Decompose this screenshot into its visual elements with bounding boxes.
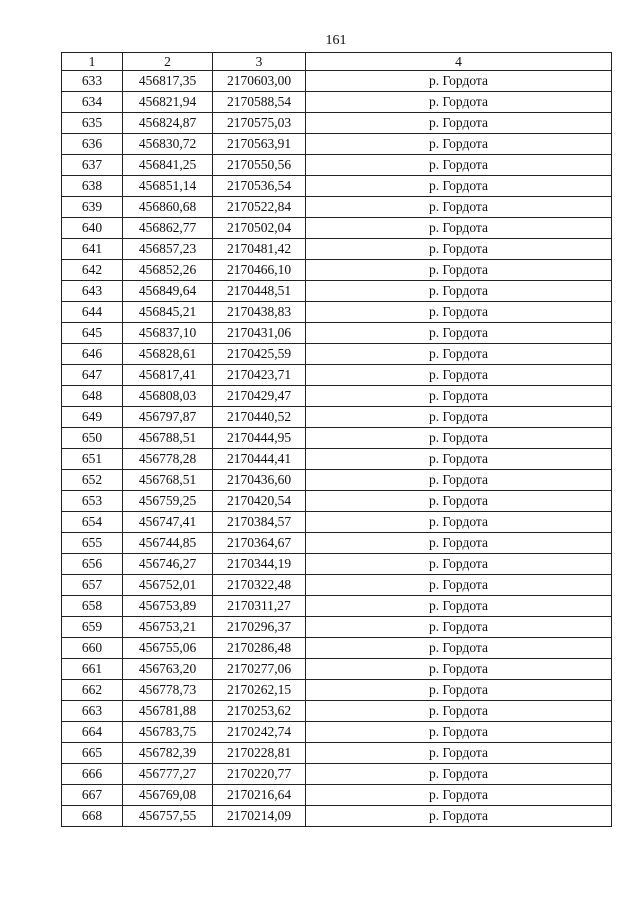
description-cell: р. Гордота: [306, 659, 612, 680]
point-number-cell: 633: [62, 71, 123, 92]
description-cell: р. Гордота: [306, 638, 612, 659]
table-row: [62, 260, 612, 281]
x-coordinate-cell: 456851,14: [123, 176, 213, 197]
table-row: [62, 134, 612, 155]
table-row: [62, 428, 612, 449]
description-cell: р. Гордота: [306, 596, 612, 617]
description-cell: р. Гордота: [306, 134, 612, 155]
table-row: [62, 113, 612, 134]
table-row: [62, 680, 612, 701]
y-coordinate-cell: 2170444,95: [213, 428, 306, 449]
point-number-cell: 636: [62, 134, 123, 155]
table-row: [62, 659, 612, 680]
point-number-cell: 650: [62, 428, 123, 449]
x-coordinate-cell: 456778,73: [123, 680, 213, 701]
x-coordinate-cell: 456763,20: [123, 659, 213, 680]
table-row: [62, 302, 612, 323]
header-cell-1: 1: [62, 53, 123, 71]
description-cell: р. Гордота: [306, 449, 612, 470]
y-coordinate-cell: 2170575,03: [213, 113, 306, 134]
table-row: [62, 323, 612, 344]
point-number-cell: 642: [62, 260, 123, 281]
point-number-cell: 658: [62, 596, 123, 617]
table-header-row: [62, 53, 612, 71]
table-row: [62, 575, 612, 596]
y-coordinate-cell: 2170242,74: [213, 722, 306, 743]
y-coordinate-cell: 2170216,64: [213, 785, 306, 806]
point-number-cell: 641: [62, 239, 123, 260]
table-row: [62, 638, 612, 659]
x-coordinate-cell: 456753,21: [123, 617, 213, 638]
description-cell: р. Гордота: [306, 239, 612, 260]
point-number-cell: 652: [62, 470, 123, 491]
y-coordinate-cell: 2170214,09: [213, 806, 306, 827]
y-coordinate-cell: 2170522,84: [213, 197, 306, 218]
table-row: [62, 218, 612, 239]
y-coordinate-cell: 2170296,37: [213, 617, 306, 638]
x-coordinate-cell: 456781,88: [123, 701, 213, 722]
table-row: [62, 617, 612, 638]
x-coordinate-cell: 456797,87: [123, 407, 213, 428]
table-row: [62, 701, 612, 722]
table-row: [62, 281, 612, 302]
description-cell: р. Гордота: [306, 617, 612, 638]
x-coordinate-cell: 456852,26: [123, 260, 213, 281]
point-number-cell: 665: [62, 743, 123, 764]
y-coordinate-cell: 2170440,52: [213, 407, 306, 428]
table-row: [62, 92, 612, 113]
y-coordinate-cell: 2170448,51: [213, 281, 306, 302]
y-coordinate-cell: 2170228,81: [213, 743, 306, 764]
y-coordinate-cell: 2170563,91: [213, 134, 306, 155]
x-coordinate-cell: 456837,10: [123, 323, 213, 344]
table-row: [62, 407, 612, 428]
y-coordinate-cell: 2170444,41: [213, 449, 306, 470]
description-cell: р. Гордота: [306, 407, 612, 428]
point-number-cell: 668: [62, 806, 123, 827]
x-coordinate-cell: 456845,21: [123, 302, 213, 323]
x-coordinate-cell: 456841,25: [123, 155, 213, 176]
description-cell: р. Гордота: [306, 113, 612, 134]
description-cell: р. Гордота: [306, 260, 612, 281]
point-number-cell: 659: [62, 617, 123, 638]
point-number-cell: 635: [62, 113, 123, 134]
description-cell: р. Гордота: [306, 554, 612, 575]
description-cell: р. Гордота: [306, 785, 612, 806]
y-coordinate-cell: 2170384,57: [213, 512, 306, 533]
table-row: [62, 344, 612, 365]
y-coordinate-cell: 2170438,83: [213, 302, 306, 323]
y-coordinate-cell: 2170262,15: [213, 680, 306, 701]
coordinates-table: [61, 52, 612, 827]
point-number-cell: 645: [62, 323, 123, 344]
description-cell: р. Гордота: [306, 722, 612, 743]
table-row: [62, 491, 612, 512]
y-coordinate-cell: 2170220,77: [213, 764, 306, 785]
table-row: [62, 722, 612, 743]
table-row: [62, 239, 612, 260]
description-cell: р. Гордота: [306, 512, 612, 533]
x-coordinate-cell: 456746,27: [123, 554, 213, 575]
table-row: [62, 512, 612, 533]
point-number-cell: 654: [62, 512, 123, 533]
x-coordinate-cell: 456755,06: [123, 638, 213, 659]
y-coordinate-cell: 2170423,71: [213, 365, 306, 386]
description-cell: р. Гордота: [306, 71, 612, 92]
table-row: [62, 365, 612, 386]
x-coordinate-cell: 456817,41: [123, 365, 213, 386]
y-coordinate-cell: 2170588,54: [213, 92, 306, 113]
point-number-cell: 664: [62, 722, 123, 743]
x-coordinate-cell: 456857,23: [123, 239, 213, 260]
point-number-cell: 646: [62, 344, 123, 365]
y-coordinate-cell: 2170344,19: [213, 554, 306, 575]
x-coordinate-cell: 456830,72: [123, 134, 213, 155]
point-number-cell: 634: [62, 92, 123, 113]
point-number-cell: 639: [62, 197, 123, 218]
y-coordinate-cell: 2170364,67: [213, 533, 306, 554]
point-number-cell: 655: [62, 533, 123, 554]
x-coordinate-cell: 456824,87: [123, 113, 213, 134]
x-coordinate-cell: 456849,64: [123, 281, 213, 302]
point-number-cell: 651: [62, 449, 123, 470]
description-cell: р. Гордота: [306, 155, 612, 176]
point-number-cell: 649: [62, 407, 123, 428]
y-coordinate-cell: 2170466,10: [213, 260, 306, 281]
point-number-cell: 638: [62, 176, 123, 197]
description-cell: р. Гордота: [306, 302, 612, 323]
y-coordinate-cell: 2170603,00: [213, 71, 306, 92]
point-number-cell: 661: [62, 659, 123, 680]
y-coordinate-cell: 2170322,48: [213, 575, 306, 596]
table-row: [62, 533, 612, 554]
description-cell: р. Гордота: [306, 218, 612, 239]
header-cell-4: 4: [306, 53, 612, 71]
x-coordinate-cell: 456753,89: [123, 596, 213, 617]
description-cell: р. Гордота: [306, 428, 612, 449]
y-coordinate-cell: 2170420,54: [213, 491, 306, 512]
y-coordinate-cell: 2170429,47: [213, 386, 306, 407]
point-number-cell: 640: [62, 218, 123, 239]
table-row: [62, 806, 612, 827]
description-cell: р. Гордота: [306, 575, 612, 596]
description-cell: р. Гордота: [306, 281, 612, 302]
x-coordinate-cell: 456777,27: [123, 764, 213, 785]
x-coordinate-cell: 456744,85: [123, 533, 213, 554]
description-cell: р. Гордота: [306, 491, 612, 512]
header-cell-2: 2: [123, 53, 213, 71]
point-number-cell: 644: [62, 302, 123, 323]
description-cell: р. Гордота: [306, 323, 612, 344]
x-coordinate-cell: 456808,03: [123, 386, 213, 407]
description-cell: р. Гордота: [306, 365, 612, 386]
table-row: [62, 764, 612, 785]
description-cell: р. Гордота: [306, 176, 612, 197]
x-coordinate-cell: 456747,41: [123, 512, 213, 533]
y-coordinate-cell: 2170253,62: [213, 701, 306, 722]
y-coordinate-cell: 2170286,48: [213, 638, 306, 659]
y-coordinate-cell: 2170436,60: [213, 470, 306, 491]
description-cell: р. Гордота: [306, 386, 612, 407]
table-row: [62, 197, 612, 218]
description-cell: р. Гордота: [306, 470, 612, 491]
x-coordinate-cell: 456752,01: [123, 575, 213, 596]
y-coordinate-cell: 2170431,06: [213, 323, 306, 344]
header-cell-3: 3: [213, 53, 306, 71]
table-row: [62, 554, 612, 575]
description-cell: р. Гордота: [306, 92, 612, 113]
table-row: [62, 449, 612, 470]
x-coordinate-cell: 456769,08: [123, 785, 213, 806]
x-coordinate-cell: 456862,77: [123, 218, 213, 239]
x-coordinate-cell: 456860,68: [123, 197, 213, 218]
point-number-cell: 666: [62, 764, 123, 785]
point-number-cell: 656: [62, 554, 123, 575]
point-number-cell: 667: [62, 785, 123, 806]
point-number-cell: 643: [62, 281, 123, 302]
table-row: [62, 386, 612, 407]
description-cell: р. Гордота: [306, 197, 612, 218]
point-number-cell: 663: [62, 701, 123, 722]
description-cell: р. Гордота: [306, 701, 612, 722]
x-coordinate-cell: 456788,51: [123, 428, 213, 449]
x-coordinate-cell: 456783,75: [123, 722, 213, 743]
x-coordinate-cell: 456768,51: [123, 470, 213, 491]
table-row: [62, 71, 612, 92]
y-coordinate-cell: 2170502,04: [213, 218, 306, 239]
x-coordinate-cell: 456828,61: [123, 344, 213, 365]
table-row: [62, 470, 612, 491]
x-coordinate-cell: 456821,94: [123, 92, 213, 113]
y-coordinate-cell: 2170481,42: [213, 239, 306, 260]
point-number-cell: 660: [62, 638, 123, 659]
page-number: 161: [325, 33, 347, 48]
table-row: [62, 743, 612, 764]
x-coordinate-cell: 456759,25: [123, 491, 213, 512]
y-coordinate-cell: 2170536,54: [213, 176, 306, 197]
table-row: [62, 785, 612, 806]
x-coordinate-cell: 456782,39: [123, 743, 213, 764]
point-number-cell: 648: [62, 386, 123, 407]
table-row: [62, 155, 612, 176]
point-number-cell: 637: [62, 155, 123, 176]
table-row: [62, 176, 612, 197]
table-row: [62, 596, 612, 617]
description-cell: р. Гордота: [306, 806, 612, 827]
y-coordinate-cell: 2170550,56: [213, 155, 306, 176]
x-coordinate-cell: 456757,55: [123, 806, 213, 827]
point-number-cell: 657: [62, 575, 123, 596]
y-coordinate-cell: 2170425,59: [213, 344, 306, 365]
y-coordinate-cell: 2170277,06: [213, 659, 306, 680]
x-coordinate-cell: 456778,28: [123, 449, 213, 470]
y-coordinate-cell: 2170311,27: [213, 596, 306, 617]
description-cell: р. Гордота: [306, 743, 612, 764]
description-cell: р. Гордота: [306, 533, 612, 554]
description-cell: р. Гордота: [306, 680, 612, 701]
description-cell: р. Гордота: [306, 764, 612, 785]
x-coordinate-cell: 456817,35: [123, 71, 213, 92]
table-body: [62, 53, 612, 827]
description-cell: р. Гордота: [306, 344, 612, 365]
point-number-cell: 653: [62, 491, 123, 512]
point-number-cell: 647: [62, 365, 123, 386]
point-number-cell: 662: [62, 680, 123, 701]
